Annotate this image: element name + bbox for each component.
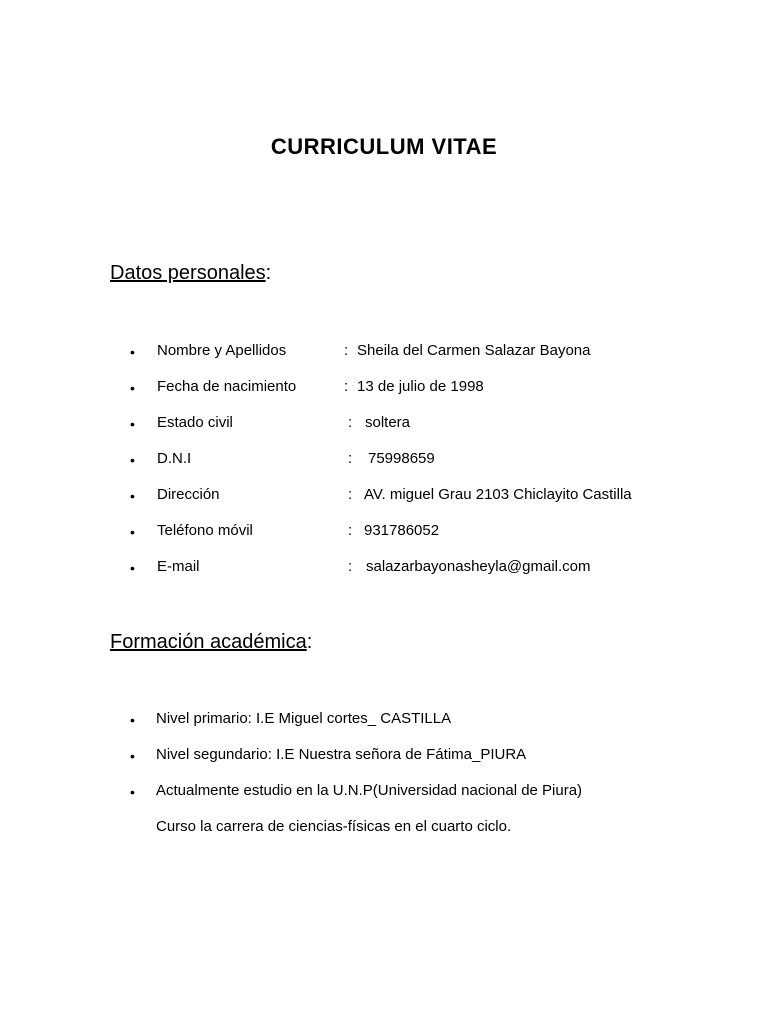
bullet-icon: • — [130, 380, 135, 396]
field-value: 931786052 — [364, 522, 440, 539]
bullet-icon: • — [130, 524, 135, 540]
field-label: D.N.I — [157, 450, 192, 467]
field-colon: : — [348, 522, 353, 539]
document-title: CURRICULUM VITAE — [270, 134, 498, 159]
bullet-icon: • — [130, 488, 135, 504]
personal-data-heading-colon: : — [265, 262, 272, 284]
education-continuation: Curso la carrera de ciencias-físicas en el cuarto ciclo. — [156, 818, 512, 835]
personal-data-heading — [110, 262, 271, 285]
field-value: 13 de julio de 1998 — [357, 378, 484, 395]
field-colon: : — [348, 414, 353, 431]
field-colon: : — [348, 486, 353, 503]
field-colon: : — [348, 558, 353, 575]
bullet-icon: • — [130, 784, 135, 800]
field-value: soltera — [365, 414, 411, 431]
field-value: salazarbayonasheyla@gmail.com — [366, 558, 591, 575]
bullet-icon: • — [130, 452, 135, 468]
education-heading-text: Formación académica — [110, 631, 307, 653]
field-colon: : — [344, 342, 349, 359]
field-label: Estado civil — [157, 414, 233, 431]
field-label: Nombre y Apellidos — [157, 342, 287, 359]
bullet-icon: • — [130, 712, 135, 728]
field-label: E-mail — [157, 558, 200, 575]
education-text: Nivel primario: I.E Miguel cortes_ CASTILLA — [156, 710, 452, 727]
bullet-icon: • — [130, 560, 135, 576]
field-colon: : — [344, 378, 349, 395]
field-value: AV. miguel Grau 2103 Chiclayito Castilla — [364, 486, 632, 503]
field-label: Teléfono móvil — [157, 522, 253, 539]
personal-data-heading-text: Datos personales — [110, 262, 266, 284]
education-text: Nivel segundario: I.E Nuestra señora de Fátima_PIURA — [156, 746, 527, 763]
education-heading — [110, 631, 312, 654]
field-colon: : — [348, 450, 353, 467]
field-value: Sheila del Carmen Salazar Bayona — [357, 342, 591, 359]
bullet-icon: • — [130, 748, 135, 764]
field-label: Fecha de nacimiento — [157, 378, 297, 395]
field-value: 75998659 — [368, 450, 435, 467]
field-label: Dirección — [157, 486, 220, 503]
education-heading-colon: : — [306, 631, 313, 653]
education-text: Actualmente estudio en la U.N.P(Universidad nacional de Piura) — [156, 782, 583, 799]
bullet-icon: • — [130, 416, 135, 432]
bullet-icon: • — [130, 344, 135, 360]
